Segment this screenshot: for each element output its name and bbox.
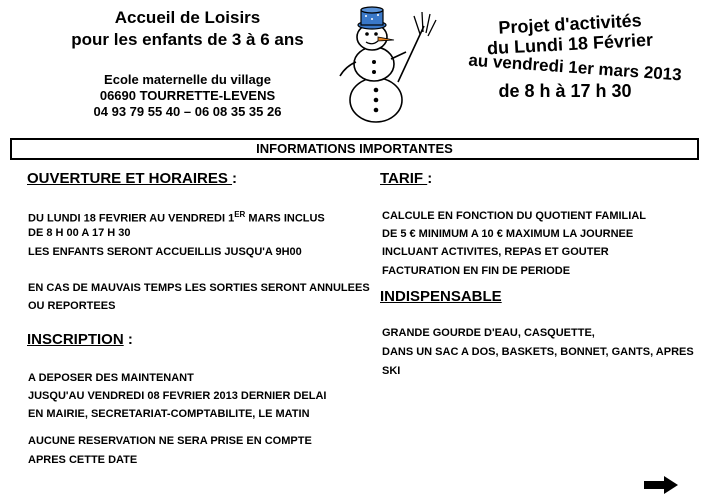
- school-address: 06690 TOURRETTE-LEVENS: [99, 88, 276, 103]
- project-line-4: de 8 h à 17 h 30: [498, 81, 632, 101]
- indispensable-heading-row: [380, 288, 502, 306]
- ouverture-line-3: LES ENFANTS SERONT ACCUEILLIS JUSQU'A 9H00: [28, 246, 302, 258]
- indispensable-heading: INDISPENSABLE: [380, 288, 502, 305]
- tarif-line-2: DE 5 € MINIMUM A 10 € MAXIMUM LA JOURNEE: [382, 228, 634, 240]
- ouverture-line-1-post: MARS INCLUS: [245, 212, 325, 225]
- title-line-1: Accueil de Loisirs: [114, 8, 261, 27]
- snowman-icon: [328, 4, 438, 126]
- ouverture-heading-row: [27, 170, 237, 188]
- ouverture-line-2: DE 8 H 00 A 17 H 30: [28, 227, 131, 239]
- inscription-heading: INSCRIPTION: [27, 331, 124, 348]
- ouverture-line-1-pre: DU LUNDI 18 FEVRIER AU VENDREDI 1: [28, 212, 235, 225]
- tarif-line-3: INCLUANT ACTIVITES, REPAS ET GOUTER: [382, 246, 609, 258]
- inscription-line-5: APRES CETTE DATE: [28, 454, 138, 466]
- inscription-line-1: A DEPOSER DES MAINTENANT: [28, 372, 194, 384]
- school-phones: 04 93 79 55 40 – 06 08 35 35 26: [93, 104, 282, 119]
- title-line-2: pour les enfants de 3 à 6 ans: [71, 30, 304, 49]
- project-line-2: du Lundi 18 Février: [486, 29, 654, 59]
- ouverture-line-1: [28, 208, 325, 226]
- ouverture-heading: OUVERTURE ET HORAIRES: [27, 170, 233, 187]
- tarif-heading: TARIF: [380, 170, 428, 187]
- tarif-line-1: CALCULE EN FONCTION DU QUOTIENT FAMILIAL: [382, 210, 646, 222]
- school-name: Ecole maternelle du village: [104, 72, 271, 87]
- ouverture-line-4: EN CAS DE MAUVAIS TEMPS LES SORTIES SERONT ANNULEES: [28, 282, 370, 294]
- right-arrow-icon[interactable]: [644, 476, 678, 494]
- indispensable-line-2: DANS UN SAC A DOS, BASKETS, BONNET, GANTS, APRES: [382, 346, 694, 358]
- tarif-heading-row: [380, 170, 432, 188]
- ouverture-line-5: OU REPORTEES: [28, 300, 116, 312]
- info-banner: INFORMATIONS IMPORTANTES: [10, 138, 699, 160]
- ouverture-line-1-sup: ER: [234, 210, 246, 219]
- tarif-line-4: FACTURATION EN FIN DE PERIODE: [382, 265, 571, 277]
- inscription-heading-row: [27, 331, 133, 349]
- inscription-line-4: AUCUNE RESERVATION NE SERA PRISE EN COMPTE: [28, 435, 312, 447]
- indispensable-line-3: SKI: [382, 365, 401, 377]
- project-line-1: Projet d'activités: [497, 10, 643, 38]
- ouverture-heading-suffix: :: [232, 170, 238, 187]
- project-line-3: au vendredi 1er mars 2013: [467, 50, 683, 85]
- inscription-line-2: JUSQU'AU VENDREDI 08 FEVRIER 2013 DERNIER DELAI: [28, 390, 327, 402]
- indispensable-line-1: GRANDE GOURDE D'EAU, CASQUETTE,: [382, 327, 595, 339]
- tarif-heading-suffix: :: [427, 170, 433, 187]
- inscription-heading-suffix: :: [123, 331, 133, 348]
- inscription-line-3: EN MAIRIE, SECRETARIAT-COMPTABILITE, LE MATIN: [28, 408, 310, 420]
